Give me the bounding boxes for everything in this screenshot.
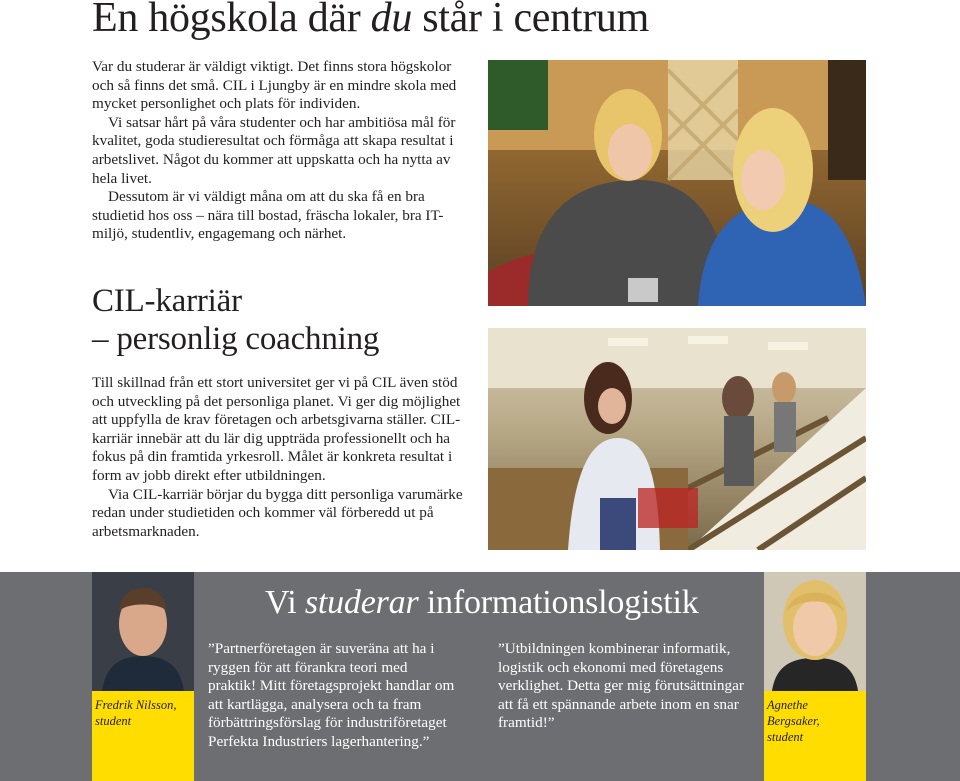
photo-students-table-illustration (488, 60, 866, 306)
career-paragraph-2: Via CIL-karriär börjar du bygga ditt personliga varumärke redan under studietiden och kommer väl förberedd ut på arbetsmarknaden. (92, 485, 463, 540)
career-heading: CIL-karriär – personlig coachning (92, 283, 380, 357)
intro-paragraph-2: Vi satsar hårt på våra studenter och har ambitiösa mål för kvalitet, goda studieresultat och förmåga att skapa resultat i arbetslivet. Något du kommer att uppskatta och ha nytta av hela livet. (92, 113, 456, 187)
band-heading: Vi studerar informationslogistik (265, 584, 699, 621)
photo-students-table (488, 60, 866, 306)
caption-agnethe: Agnethe Bergsaker, student (767, 698, 820, 744)
career-text (92, 374, 468, 541)
page-title: En högskola där du står i centrum (92, 0, 649, 42)
portrait-agnethe-illustration (764, 572, 866, 691)
portrait-fredrik (92, 572, 194, 691)
title-emphasis: du (370, 0, 413, 41)
career-paragraph-1: Till skillnad från ett stort universitet ger vi på CIL även stöd och utveckling på det personliga planet. Vi ger dig möjlighet att uppfylla de krav företagen och arbetsgivarna ställer. CIL-karriär innebär att du lär dig uppträda professionellt och ha fokus på din framtida yrkesroll. Målet är konkreta resultat i form av jobb direkt efter utbildningen. (92, 374, 461, 484)
photo-classroom (488, 328, 866, 550)
portrait-fredrik-illustration (92, 572, 194, 691)
portrait-agnethe (764, 572, 866, 691)
photo-classroom-illustration (488, 328, 866, 550)
quote-fredrik: ”Partnerföretagen är suveräna att ha i ryggen för att förankra teori med praktik! Mitt företagsprojekt handlar om att kartlägga, analysera och ta fram förbättringsförslag för industriföretaget Perfekta Industriers lagerhantering.” (208, 640, 455, 750)
intro-paragraph-1: Var du studerar är väldigt viktigt. Det finns stora högskolor och så finns det små. CIL i Ljungby är en mindre skola med mycket personlighet och plats för individen. (92, 58, 457, 113)
intro-text (92, 58, 468, 244)
quote-agnethe: ”Utbildningen kombinerar informatik, logistik och ekonomi med företagens verklighet. Detta ger mig förutsättningar att få ett spännande arbete inom en snar framtid!” (498, 640, 744, 732)
intro-paragraph-3: Dessutom är vi väldigt måna om att du ska få en bra studietid hos oss – nära till bostad, fräscha lokaler, bra IT-miljö, studentliv, engagemang och närhet. (92, 188, 444, 243)
caption-fredrik: Fredrik Nilsson, student (95, 698, 177, 728)
